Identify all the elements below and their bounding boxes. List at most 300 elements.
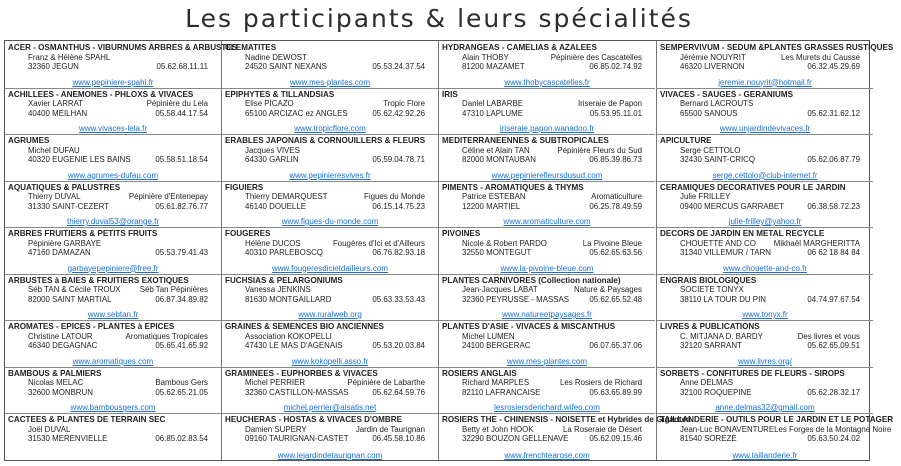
business-name: Tropic Flore bbox=[383, 99, 425, 108]
phone-number: 06.38.58.72.23 bbox=[807, 201, 860, 211]
category-heading: FUCHSIAS & PELARGONIUMS bbox=[225, 275, 343, 285]
participant-name-row bbox=[225, 239, 435, 249]
participant-name-row bbox=[225, 285, 435, 295]
participant-entry bbox=[657, 228, 873, 275]
participant-name: Nadine DEWOST bbox=[245, 52, 307, 62]
business-name: Aromaticulture bbox=[591, 192, 642, 201]
website-link[interactable]: www.mes-plantes.com bbox=[289, 77, 371, 87]
participant-name: CHOUETTE AND CO bbox=[680, 238, 756, 248]
category-heading: LIVRES & PUBLICATIONS bbox=[660, 322, 760, 331]
business-name bbox=[642, 332, 652, 342]
category-heading: DECORS DE JARDIN EN METAL RECYCLE bbox=[660, 229, 825, 238]
participant-location: 12200 MARTIEL bbox=[462, 201, 521, 211]
participant-address-row bbox=[442, 434, 652, 444]
website-link[interactable]: www.chouette-and-co.fr bbox=[722, 263, 808, 273]
business-name: Pépinière des Cascatelles bbox=[550, 52, 642, 62]
participant-address-row bbox=[8, 434, 218, 444]
phone-number: 05.62.31.62.12 bbox=[807, 108, 860, 118]
participant-address-row bbox=[660, 434, 870, 444]
participant-location: 81540 SOREZE bbox=[680, 434, 737, 444]
participant-address-row bbox=[225, 202, 435, 212]
business-name: Pépinière du Lela bbox=[146, 99, 208, 108]
category-heading: VIVACES - SAUGES - GERANIUMS bbox=[660, 89, 793, 99]
phone-number: 05.62.06.87.79 bbox=[807, 155, 860, 165]
website-link[interactable]: www.fougeresdicietdailleurs.com bbox=[271, 263, 389, 273]
business-name: Séb Tan Pépinières bbox=[139, 285, 208, 294]
participant-name: Vanessa JENKINS bbox=[245, 285, 311, 294]
phone-number: 06.25.78.49.59 bbox=[589, 201, 642, 211]
business-name bbox=[860, 192, 870, 202]
phone-number: 05.53.24.37.54 bbox=[372, 62, 425, 72]
category-heading: PIVOINES bbox=[442, 229, 481, 238]
business-name bbox=[208, 239, 218, 249]
participant-address-row bbox=[225, 295, 435, 305]
website-link[interactable]: www.tropicflore.com bbox=[294, 124, 366, 133]
page-title: Les participants & leurs spécialités bbox=[185, 4, 693, 33]
participant-name: Jean-Jacques LABAT bbox=[462, 285, 538, 294]
phone-number: 05.53.95.11.01 bbox=[589, 108, 642, 118]
category-heading: TAILLANDERIE - OUTILS POUR LE JARDIN ET LE POTAGER bbox=[660, 415, 894, 424]
participant-entry bbox=[657, 321, 873, 368]
category-heading: BAMBOUS & PALMIERS bbox=[8, 368, 102, 378]
participant-entry bbox=[222, 42, 438, 89]
participant-name-row bbox=[8, 378, 218, 388]
participant-location: 31330 SAINT-CEZERT bbox=[28, 201, 109, 211]
participant-name: Séb TAN & Cécile TROUX bbox=[28, 285, 121, 294]
website-link[interactable]: jeremie.nouyrit@hotmail.fr bbox=[718, 77, 812, 87]
category-heading: AQUATIQUES & PALUSTRES bbox=[8, 182, 121, 192]
category-heading: ACER - OSMANTHUS - VIBURNUMS ARBRES & ARBUSTES bbox=[8, 43, 238, 52]
participant-name-row bbox=[660, 285, 870, 295]
participant-entry bbox=[222, 228, 438, 275]
participant-entry bbox=[439, 228, 655, 275]
business-name: Fougères d'Ici et d'Ailleurs bbox=[332, 238, 425, 248]
website-link[interactable]: www.frenchtearose.com bbox=[504, 450, 590, 460]
participant-entry bbox=[657, 414, 894, 461]
website-link[interactable]: julie-frilley@yahoo.fr bbox=[728, 217, 802, 226]
category-heading: GRAMINEES - EUPHORBES & VIVACES bbox=[225, 368, 378, 378]
participant-location: 32120 SARRANT bbox=[680, 341, 742, 351]
business-name: La Pivoine Bleue bbox=[582, 238, 642, 248]
website-link[interactable]: www.ruralweb.org bbox=[298, 310, 362, 319]
website-link[interactable]: www.pepiniere-spahl.fr bbox=[72, 77, 154, 87]
category-heading: HYDRANGEAS - CAMELIAS & AZALEES bbox=[442, 43, 597, 52]
category-heading: AGRUMES bbox=[8, 136, 50, 145]
website-link[interactable]: www.natureetpaysages.fr bbox=[502, 310, 592, 319]
participant-address-row bbox=[442, 248, 652, 258]
category-heading: CERAMIQUES DECORATIVES POUR LE JARDIN bbox=[660, 182, 846, 192]
participant-location: 65500 SANOUS bbox=[680, 108, 738, 118]
category-heading: EPIPHYTES & TILLANDSIAS bbox=[225, 89, 335, 99]
participant-entry bbox=[657, 42, 894, 89]
participant-entry bbox=[222, 135, 438, 182]
participant-entry bbox=[5, 42, 238, 89]
participant-entry bbox=[439, 321, 655, 368]
category-heading: MEDITERRANEENNES & SUBTROPICALES bbox=[442, 136, 609, 145]
participant-name-row bbox=[660, 99, 870, 109]
participant-location: 40310 PARLEBOSCQ bbox=[245, 248, 323, 258]
participant-address-row bbox=[225, 388, 435, 398]
website-link[interactable]: www.tonyx.fr bbox=[742, 310, 788, 319]
participant-location: 31340 VILLEMUR / TARN bbox=[680, 248, 771, 258]
participant-address-row bbox=[442, 388, 652, 398]
participant-name-row bbox=[442, 146, 652, 156]
business-name: Figues du Monde bbox=[364, 192, 425, 201]
participant-name: Nicole & Robert PARDO bbox=[462, 238, 547, 248]
participant-location: 47430 LE MAS D'AGENAIS bbox=[245, 341, 343, 351]
participant-location: 47160 DAMAZAN bbox=[28, 248, 91, 258]
participant-location: 82110 LAFRANCAISE bbox=[462, 387, 541, 397]
business-name: Mikhaël MARGHERITTA bbox=[773, 238, 860, 248]
phone-number: 06.85.02.83.54 bbox=[155, 434, 208, 444]
category-heading: PLANTES CARNIVORES (Collection nationale) bbox=[442, 275, 621, 285]
participant-name-row bbox=[8, 99, 218, 109]
participant-address-row bbox=[225, 248, 435, 258]
participant-name-row bbox=[8, 53, 218, 63]
website-link[interactable]: anne.delmas32@gmail.com bbox=[715, 403, 815, 412]
participant-name: Serge CETTOLO bbox=[680, 145, 741, 155]
participant-name: C. MITJANA D. BARDY bbox=[680, 331, 763, 341]
participant-location: 65100 ARCIZAC ez ANGLES bbox=[245, 108, 348, 118]
participant-name: Julie FRILLEY bbox=[680, 192, 731, 201]
phone-number: 05.59.04.78.71 bbox=[372, 155, 425, 165]
participant-name-row bbox=[660, 239, 870, 249]
participant-name: Elise PICAZO bbox=[245, 99, 294, 108]
participant-name: Christine LATOUR bbox=[28, 331, 93, 341]
participant-entry bbox=[222, 414, 438, 461]
participant-name-row bbox=[8, 239, 218, 249]
website-link[interactable]: www.livres.org/ bbox=[738, 356, 792, 366]
business-name: Des livres et vous bbox=[797, 331, 860, 341]
website-link[interactable]: thierry.duval53@orange.fr bbox=[66, 217, 160, 226]
participant-location: 32430 SAINT-CRICQ bbox=[680, 155, 755, 165]
participant-address-row bbox=[8, 341, 218, 351]
phone-number: 05.62.42.92.26 bbox=[372, 108, 425, 118]
participant-name-row bbox=[442, 285, 652, 295]
website-link[interactable]: www.thobycascatelles.fr bbox=[504, 77, 590, 87]
business-name: Pépinière de Labarthe bbox=[347, 378, 425, 387]
participant-name: Michel LUMEN bbox=[462, 331, 515, 341]
participant-name-row bbox=[8, 425, 218, 435]
website-link[interactable]: www.pepinierefleursdusud.com bbox=[491, 170, 603, 180]
participant-name-row bbox=[8, 285, 218, 295]
participant-location: 46340 DEGAGNAC bbox=[28, 341, 98, 351]
website-link[interactable]: garbayepepiniere@free.fr bbox=[67, 263, 159, 273]
category-heading: ACHILLEES - ANEMONES - PHLOXS & VIVACES bbox=[8, 89, 194, 99]
participant-name: Jacques VIVES bbox=[245, 145, 300, 155]
participants-column-4 bbox=[657, 42, 894, 461]
business-name bbox=[208, 425, 218, 435]
website-link[interactable]: www.unjardindevivaces.fr bbox=[719, 124, 811, 133]
website-link[interactable]: www.aromaticulture.com bbox=[503, 217, 591, 226]
category-heading: CLEMATITES bbox=[225, 43, 277, 52]
participant-name: SOCIETE TONYX bbox=[680, 285, 744, 294]
participant-name: Michel PERRIER bbox=[245, 378, 306, 387]
participant-entry bbox=[5, 135, 221, 182]
participant-name: Alain THOBY bbox=[462, 52, 509, 62]
category-heading: ARBRES FRUITIERS & PETITS FRUITS bbox=[8, 229, 158, 238]
participant-entry bbox=[5, 414, 221, 461]
business-name: Jardin de Taurignan bbox=[355, 424, 425, 434]
participants-column-2 bbox=[222, 42, 438, 461]
participant-address-row bbox=[225, 62, 435, 72]
phone-number: 05.63.65.89.99 bbox=[589, 387, 642, 397]
phone-number: 06.45.58.10.86 bbox=[372, 434, 425, 444]
participant-address-row bbox=[660, 341, 870, 351]
category-heading: CACTEES & PLANTES DE TERRAIN SEC bbox=[8, 415, 166, 424]
category-heading: ARBUSTES à BAIES & FRUITIERS EXOTIQUES bbox=[8, 275, 189, 285]
category-heading: ENGRAIS BIOLOGIQUES bbox=[660, 275, 757, 285]
participant-entry bbox=[439, 42, 655, 89]
participant-name-row bbox=[442, 53, 652, 63]
participant-location: 32290 BOUZON GELLENAVE bbox=[462, 434, 569, 444]
business-name bbox=[425, 332, 435, 342]
category-heading: PLANTES D'ASIE - VIVACES & MISCANTHUS bbox=[442, 322, 616, 331]
participant-entry bbox=[5, 182, 221, 229]
participant-address-row bbox=[660, 248, 870, 258]
participant-name: Franz & Hélène SPAHL bbox=[28, 52, 111, 62]
category-heading: SEMPERVIVUM - SEDUM &PLANTES GRASSES RUSTIQUES bbox=[660, 43, 894, 52]
participant-entry bbox=[5, 228, 221, 275]
participant-entry bbox=[222, 321, 438, 368]
participant-name-row bbox=[8, 192, 218, 202]
participant-name: Daniel LABARBE bbox=[462, 99, 523, 108]
participant-location: 40320 EUGENIE LES BAINS bbox=[28, 155, 131, 165]
business-name bbox=[860, 378, 870, 388]
participant-name: Nicolas MELAC bbox=[28, 378, 84, 387]
participant-name: Damien SUPERY bbox=[245, 424, 307, 434]
participant-name: Betty et John HOOK bbox=[462, 424, 534, 434]
phone-number: 05.63.33.53.43 bbox=[372, 294, 425, 304]
participant-address-row bbox=[442, 155, 652, 165]
website-link[interactable]: www.figues-du-monde.com bbox=[281, 217, 379, 226]
participant-entry bbox=[222, 89, 438, 136]
participant-address-row bbox=[660, 62, 870, 72]
business-name bbox=[208, 146, 218, 156]
participant-location: 38110 LA TOUR DU PIN bbox=[680, 294, 766, 304]
participant-address-row bbox=[660, 109, 870, 119]
participant-location: 46320 LIVERNON bbox=[680, 62, 745, 72]
business-name bbox=[425, 285, 435, 295]
participant-name-row bbox=[442, 332, 652, 342]
business-name: Aromatiques Tropicales bbox=[125, 331, 208, 341]
participant-address-row bbox=[225, 341, 435, 351]
participant-location: 81200 MAZAMET bbox=[462, 62, 525, 72]
participant-address-row bbox=[8, 155, 218, 165]
website-link[interactable]: www.taillanderie.fr bbox=[732, 450, 798, 460]
participant-entry bbox=[222, 182, 438, 229]
phone-number: 05.62.65.09.51 bbox=[807, 341, 860, 351]
participant-name-row bbox=[8, 332, 218, 342]
participant-name-row bbox=[225, 99, 435, 109]
participant-name-row bbox=[660, 53, 870, 63]
participant-name-row bbox=[660, 424, 892, 435]
participant-location: 32600 MONBRUN bbox=[28, 387, 93, 397]
participant-address-row bbox=[225, 434, 435, 444]
participant-address-row bbox=[660, 388, 870, 398]
participant-name: Pépinière GARBAYE bbox=[28, 238, 102, 248]
category-heading: IRIS bbox=[442, 89, 458, 99]
participant-name: Thierry DEMARQUEST bbox=[245, 192, 328, 201]
participant-address-row bbox=[442, 62, 652, 72]
participant-name: Jérémie NOUYRIT bbox=[680, 52, 746, 62]
website-link[interactable]: www.aromatiques.com bbox=[72, 356, 154, 366]
business-name: Les Forges de la Montagne Noire bbox=[774, 424, 892, 434]
participant-address-row bbox=[8, 388, 218, 398]
participant-address-row bbox=[660, 155, 870, 165]
participant-location: 46140 DOUELLE bbox=[245, 201, 306, 211]
participant-location: 24520 SAINT NEXANS bbox=[245, 62, 327, 72]
phone-number: 04.74.97.67.54 bbox=[807, 294, 860, 304]
participant-address-row bbox=[8, 295, 218, 305]
participant-name: Anne DELMAS bbox=[680, 378, 734, 387]
participant-name: Jean-Luc BONAVENTURE bbox=[680, 424, 775, 434]
website-link[interactable]: michel.perrier@alsatis.net bbox=[283, 403, 377, 412]
business-name: Bambous Gers bbox=[155, 378, 208, 387]
participant-name-row bbox=[442, 239, 652, 249]
participant-name: Michel DUFAU bbox=[28, 145, 80, 155]
participant-location: 32360 CASTILLON-MASSAS bbox=[245, 387, 349, 397]
website-link[interactable]: serge.cettolo@club-internet.fr bbox=[712, 170, 818, 180]
phone-number: 06.07.65.37.06 bbox=[589, 341, 642, 351]
category-heading: ERABLES JAPONAIS & CORNOUILLERS & FLEURS bbox=[225, 136, 426, 145]
participant-name-row bbox=[8, 146, 218, 156]
participant-address-row bbox=[8, 109, 218, 119]
phone-number: 05.61.82.76.77 bbox=[155, 201, 208, 211]
participant-location: 24100 BERGERAC bbox=[462, 341, 531, 351]
website-link[interactable]: www.la-pivoine-bleue.com bbox=[500, 263, 594, 273]
category-heading: APICULTURE bbox=[660, 136, 712, 145]
participant-name: Thierry DUVAL bbox=[28, 192, 81, 201]
participant-name-row bbox=[660, 146, 870, 156]
website-link[interactable]: www.lejardindetaurignan.com bbox=[277, 450, 383, 460]
participant-address-row bbox=[442, 202, 652, 212]
participant-location: 31530 MERENVIELLE bbox=[28, 434, 108, 444]
website-link[interactable]: www.bambousgers.com bbox=[70, 403, 156, 412]
phone-number: 06.32.45.29.69 bbox=[807, 62, 860, 72]
phone-number: 05.62.28.32.17 bbox=[807, 387, 860, 397]
participant-address-row bbox=[8, 62, 218, 72]
participant-name-row bbox=[442, 192, 652, 202]
participant-address-row bbox=[442, 109, 652, 119]
participant-address-row bbox=[8, 202, 218, 212]
phone-number: 05.62.09.15.46 bbox=[589, 434, 642, 444]
participant-location: 40400 MEILHAN bbox=[28, 108, 88, 118]
category-heading: AROMATES - EPICES - PLANTES à EPICES bbox=[8, 322, 175, 331]
website-link[interactable]: www.mes-plantes.com bbox=[506, 356, 588, 366]
participant-entry bbox=[657, 135, 873, 182]
business-name: Les Murets du Causse bbox=[781, 52, 860, 62]
participant-location: 82000 SAINT MARTIAL bbox=[28, 294, 112, 304]
website-link[interactable]: www.vivaces-lela.fr bbox=[78, 124, 147, 133]
participant-location: 81630 MONTGAILLARD bbox=[245, 294, 332, 304]
phone-number: 05.62.65.21.05 bbox=[155, 387, 208, 397]
category-heading: ROSIERS ANGLAIS bbox=[442, 368, 517, 378]
phone-number: 05.62.65.63.56 bbox=[589, 248, 642, 258]
website-link[interactable]: lesrosiersderichard.wifeo.com bbox=[494, 403, 600, 412]
participant-name-row bbox=[225, 53, 435, 63]
participant-location: 32550 MONTEGUT bbox=[462, 248, 532, 258]
participant-name: Patrice ESTEBAN bbox=[462, 192, 526, 201]
business-name: La Roseraie de Désert bbox=[563, 424, 642, 434]
participant-location: 09160 TAURIGNAN-CASTET bbox=[245, 434, 349, 444]
phone-number: 05.58.44.17.54 bbox=[155, 108, 208, 118]
participant-entry bbox=[439, 182, 655, 229]
participant-address-row bbox=[442, 295, 652, 305]
category-heading: GRAINES & SEMENCES BIO ANCIENNES bbox=[225, 322, 384, 331]
participant-entry bbox=[439, 135, 655, 182]
participant-name-row bbox=[442, 99, 652, 109]
participant-name-row bbox=[660, 378, 870, 388]
participant-name-row bbox=[225, 146, 435, 156]
phone-number: 06 62 18 84 84 bbox=[807, 248, 860, 258]
phone-number: 05.65.41.65.92 bbox=[155, 341, 208, 351]
participant-name-row bbox=[225, 192, 435, 202]
participant-name: Richard MARPLES bbox=[462, 378, 530, 387]
website-link[interactable]: iriseraie.papon.wanadoo.fr bbox=[499, 124, 595, 133]
participant-name: Hélène DUCOS bbox=[245, 238, 301, 248]
participant-name-row bbox=[442, 425, 652, 435]
phone-number: 06.76.82.93.18 bbox=[372, 248, 425, 258]
category-heading: PIMENTS - AROMATIQUES & THYMS bbox=[442, 182, 584, 192]
participant-entry bbox=[439, 89, 655, 136]
phone-number: 06.85.39.86.73 bbox=[589, 155, 642, 165]
business-name bbox=[208, 53, 218, 63]
participant-entry bbox=[439, 275, 655, 322]
phone-number: 06.87.34.89.82 bbox=[155, 294, 208, 304]
participant-entry bbox=[657, 89, 873, 136]
category-heading: ROSIERS THE - CHINENSIS - NOISETTE et Hybrides de Gigantea bbox=[442, 415, 691, 424]
category-heading: FOUGERES bbox=[225, 229, 271, 238]
participant-location: 32360 JEGUN bbox=[28, 62, 79, 72]
website-link[interactable]: www.sebtan.fr bbox=[87, 310, 139, 319]
website-link[interactable]: www.agrumes-dufau.com bbox=[67, 170, 159, 180]
participant-location: 32360 PEYRUSSE - MASSAS bbox=[462, 294, 570, 304]
participant-name: Joël DUVAL bbox=[28, 424, 71, 434]
website-link[interactable]: www.pepinieresvives.fr bbox=[289, 170, 371, 180]
participant-entry bbox=[657, 275, 873, 322]
participants-column-1 bbox=[5, 42, 238, 461]
participant-entry bbox=[222, 275, 438, 322]
participant-name: Xavier LARRAT bbox=[28, 99, 84, 108]
participant-name-row bbox=[225, 332, 435, 342]
phone-number: 05.58.51.18.54 bbox=[155, 155, 208, 165]
category-heading: HEUCHERAS - HOSTAS & VIVACES D'OMBRE bbox=[225, 415, 403, 424]
participant-entry bbox=[5, 89, 221, 136]
participant-address-row bbox=[8, 248, 218, 258]
participant-location: 09400 MERCUS GARRABET bbox=[680, 201, 784, 211]
business-name: Pépinière Fleurs du Sud bbox=[557, 145, 642, 155]
category-heading: FIGUIERS bbox=[225, 182, 264, 192]
phone-number: 05.62.64.59.76 bbox=[372, 387, 425, 397]
participant-location: 82000 MONTAUBAN bbox=[462, 155, 536, 165]
participant-name: Céline et Alain TAN bbox=[462, 145, 530, 155]
phone-number: 06.15.14.75.23 bbox=[372, 201, 425, 211]
participant-entry bbox=[5, 275, 221, 322]
business-name: Nature & Paysages bbox=[574, 285, 642, 294]
phone-number: 05.62.68.11.11 bbox=[156, 62, 208, 72]
participant-address-row bbox=[660, 295, 870, 305]
participant-address-row bbox=[225, 155, 435, 165]
business-name: Les Rosiers de Richard bbox=[559, 378, 642, 387]
participant-address-row bbox=[225, 109, 435, 119]
phone-number: 05.53.79.41.43 bbox=[155, 248, 208, 258]
participant-entry bbox=[657, 182, 873, 229]
participant-address-row bbox=[442, 341, 652, 351]
participant-entry bbox=[222, 368, 438, 415]
website-link[interactable]: www.kokopelli.asso.fr bbox=[291, 356, 369, 366]
participant-location: 64330 GARLIN bbox=[245, 155, 299, 165]
